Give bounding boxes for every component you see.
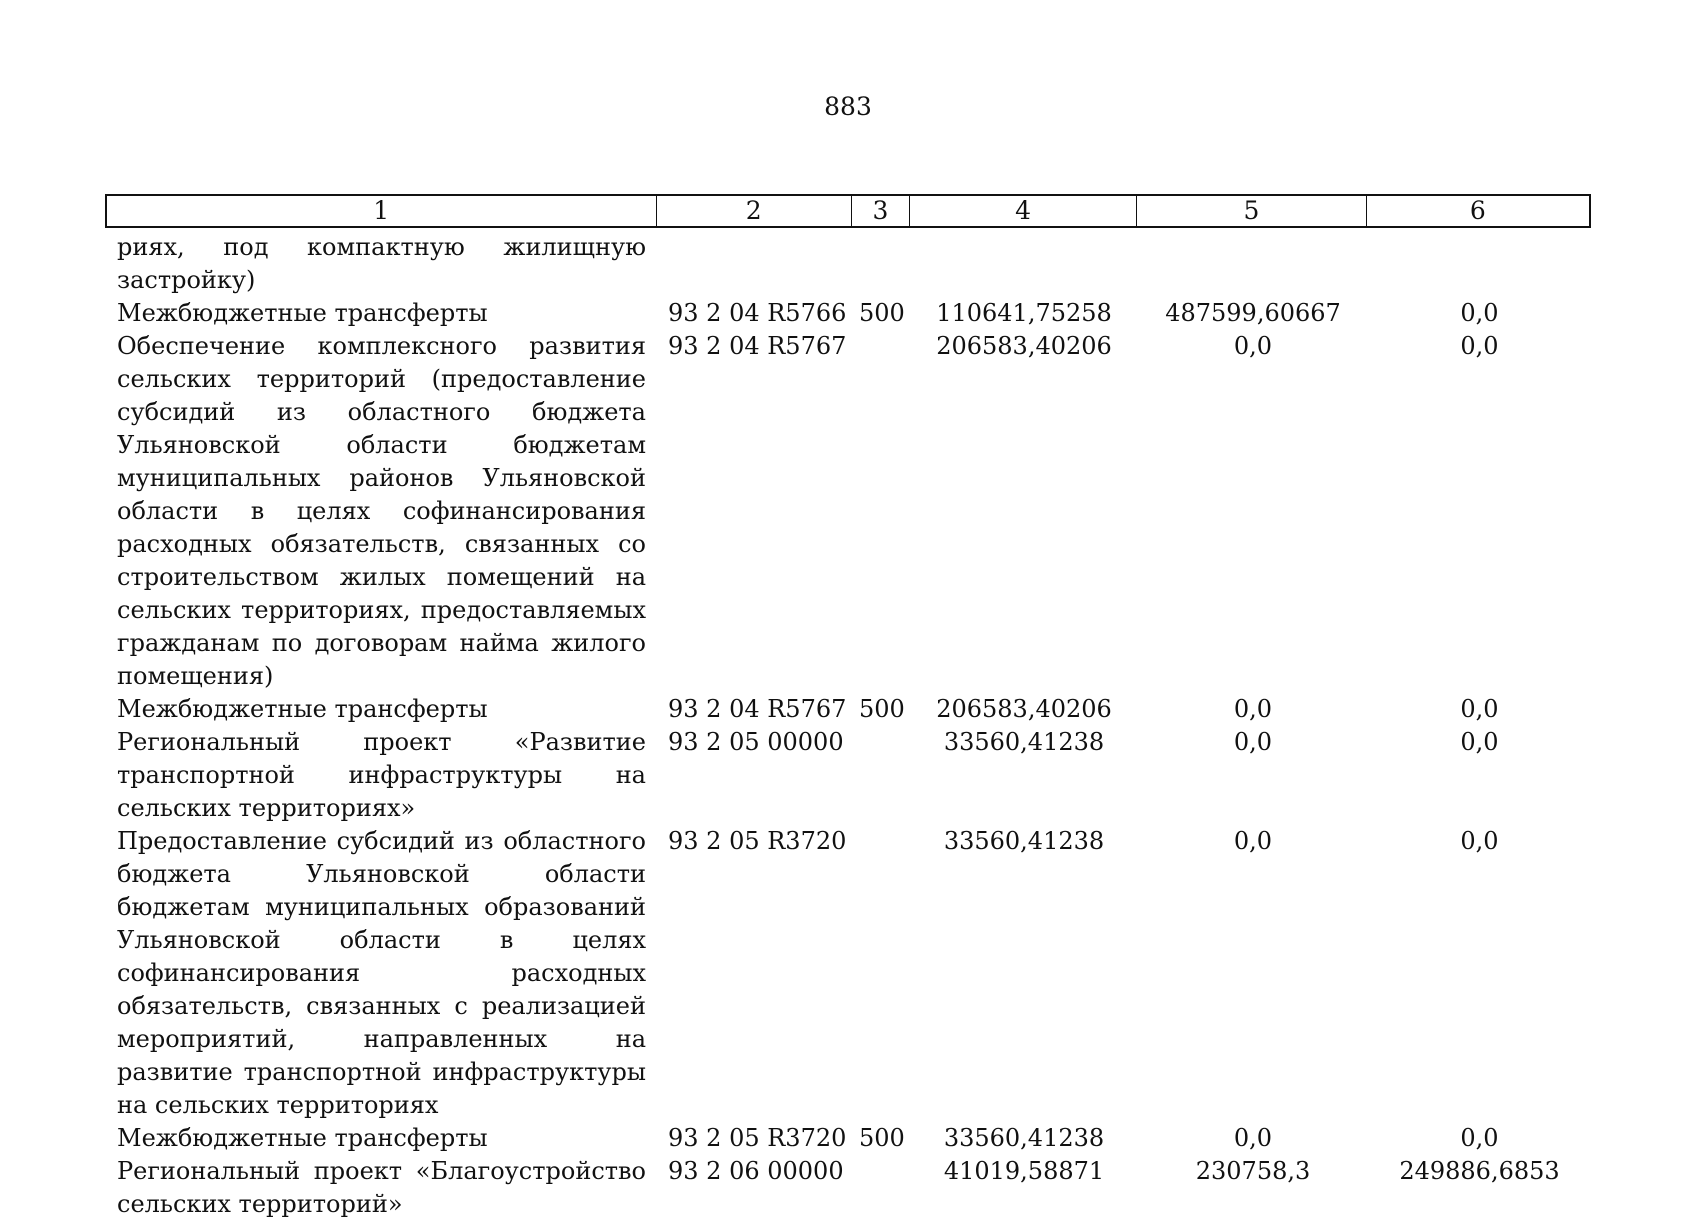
row-value-1: 33560,41238 [943, 728, 1105, 756]
row-name: риях, под компактную жилищную застройку) [117, 233, 646, 294]
row-value-1: 33560,41238 [943, 1124, 1105, 1152]
row-value-3: 0,0 [1460, 299, 1499, 327]
table-header [105, 194, 1591, 228]
row-code: 93 2 05 R3720 [668, 827, 847, 855]
row-value-1: 206583,40206 [936, 695, 1112, 723]
row-code: 93 2 04 R5766 [668, 299, 847, 327]
row-value-1: 41019,58871 [943, 1157, 1105, 1185]
row-value-2: 0,0 [1233, 332, 1273, 360]
row-vr [852, 1155, 910, 1221]
row-value-3: 0,0 [1460, 1124, 1499, 1152]
row-vr: 500 [859, 299, 905, 327]
row-vr [852, 726, 910, 825]
row-name: Межбюджетные трансферты [117, 299, 488, 327]
row-value-2 [1138, 231, 1368, 297]
row-value-2: 230758,3 [1195, 1157, 1311, 1185]
row-name: Предоставление субсидий из областного бюджета Ульяновской области бюджетам муниципальных образований Ульяновской области в целях софинансирования расходных обязательств, связанных с реализацией мероприятий, направленных на развитие транспортной инфраструктуры на сельских территориях [117, 827, 646, 1119]
row-value-1 [910, 231, 1138, 297]
row-vr [852, 825, 910, 1122]
table-row [105, 231, 1591, 297]
row-value-1: 33560,41238 [943, 827, 1105, 855]
table-row [105, 825, 1591, 1122]
row-value-2: 0,0 [1233, 1124, 1273, 1152]
row-value-1: 110641,75258 [936, 299, 1112, 327]
row-name: Региональный проект «Развитие транспортной инфраструктуры на сельских территориях» [117, 728, 646, 822]
row-code: 93 2 05 00000 [668, 728, 844, 756]
row-name: Региональный проект «Благоустройство сельских территорий» [117, 1157, 646, 1218]
row-vr: 500 [859, 1124, 905, 1152]
header-col-5: 5 [1137, 196, 1366, 226]
row-value-3: 0,0 [1460, 728, 1499, 756]
row-code: 93 2 04 R5767 [668, 695, 847, 723]
header-col-2: 2 [657, 196, 852, 226]
table-row [105, 297, 1591, 330]
row-value-2: 487599,60667 [1165, 299, 1341, 327]
table-row [105, 1155, 1591, 1221]
row-code [656, 231, 852, 297]
row-code: 93 2 05 R3720 [668, 1124, 847, 1152]
row-name: Межбюджетные трансферты [117, 1124, 488, 1152]
table-row [105, 726, 1591, 825]
table-row [105, 1122, 1591, 1155]
page-number: 883 [824, 92, 872, 121]
row-name: Обеспечение комплексного развития сельских территорий (предоставление субсидий из областного бюджета Ульяновской области бюджетам муниципальных районов Ульяновской области в целях софинансирования расходных обязательств, связанных со строительством жилых помещений на сельских территориях, предоставляемых гражданам по договорам найма жилого помещения) [117, 332, 646, 690]
header-col-1: 1 [107, 196, 657, 226]
header-col-4: 4 [910, 196, 1137, 226]
row-value-2: 0,0 [1233, 695, 1273, 723]
table-row [105, 330, 1591, 693]
table-body [105, 231, 1591, 1221]
row-value-2: 0,0 [1233, 827, 1273, 855]
row-value-1: 206583,40206 [936, 332, 1112, 360]
row-value-3: 0,0 [1460, 332, 1499, 360]
row-value-3: 0,0 [1460, 695, 1499, 723]
row-code: 93 2 06 00000 [668, 1157, 844, 1185]
row-vr [852, 231, 910, 297]
header-col-3: 3 [852, 196, 910, 226]
row-vr: 500 [859, 695, 905, 723]
row-name: Межбюджетные трансферты [117, 695, 488, 723]
row-value-2: 0,0 [1233, 728, 1273, 756]
table-row [105, 693, 1591, 726]
row-vr [852, 330, 910, 693]
header-col-6: 6 [1469, 196, 1486, 225]
row-value-3: 0,0 [1460, 827, 1499, 855]
row-value-3: 249886,6853 [1399, 1157, 1560, 1185]
row-value-3 [1368, 231, 1591, 297]
row-code: 93 2 04 R5767 [668, 332, 847, 360]
